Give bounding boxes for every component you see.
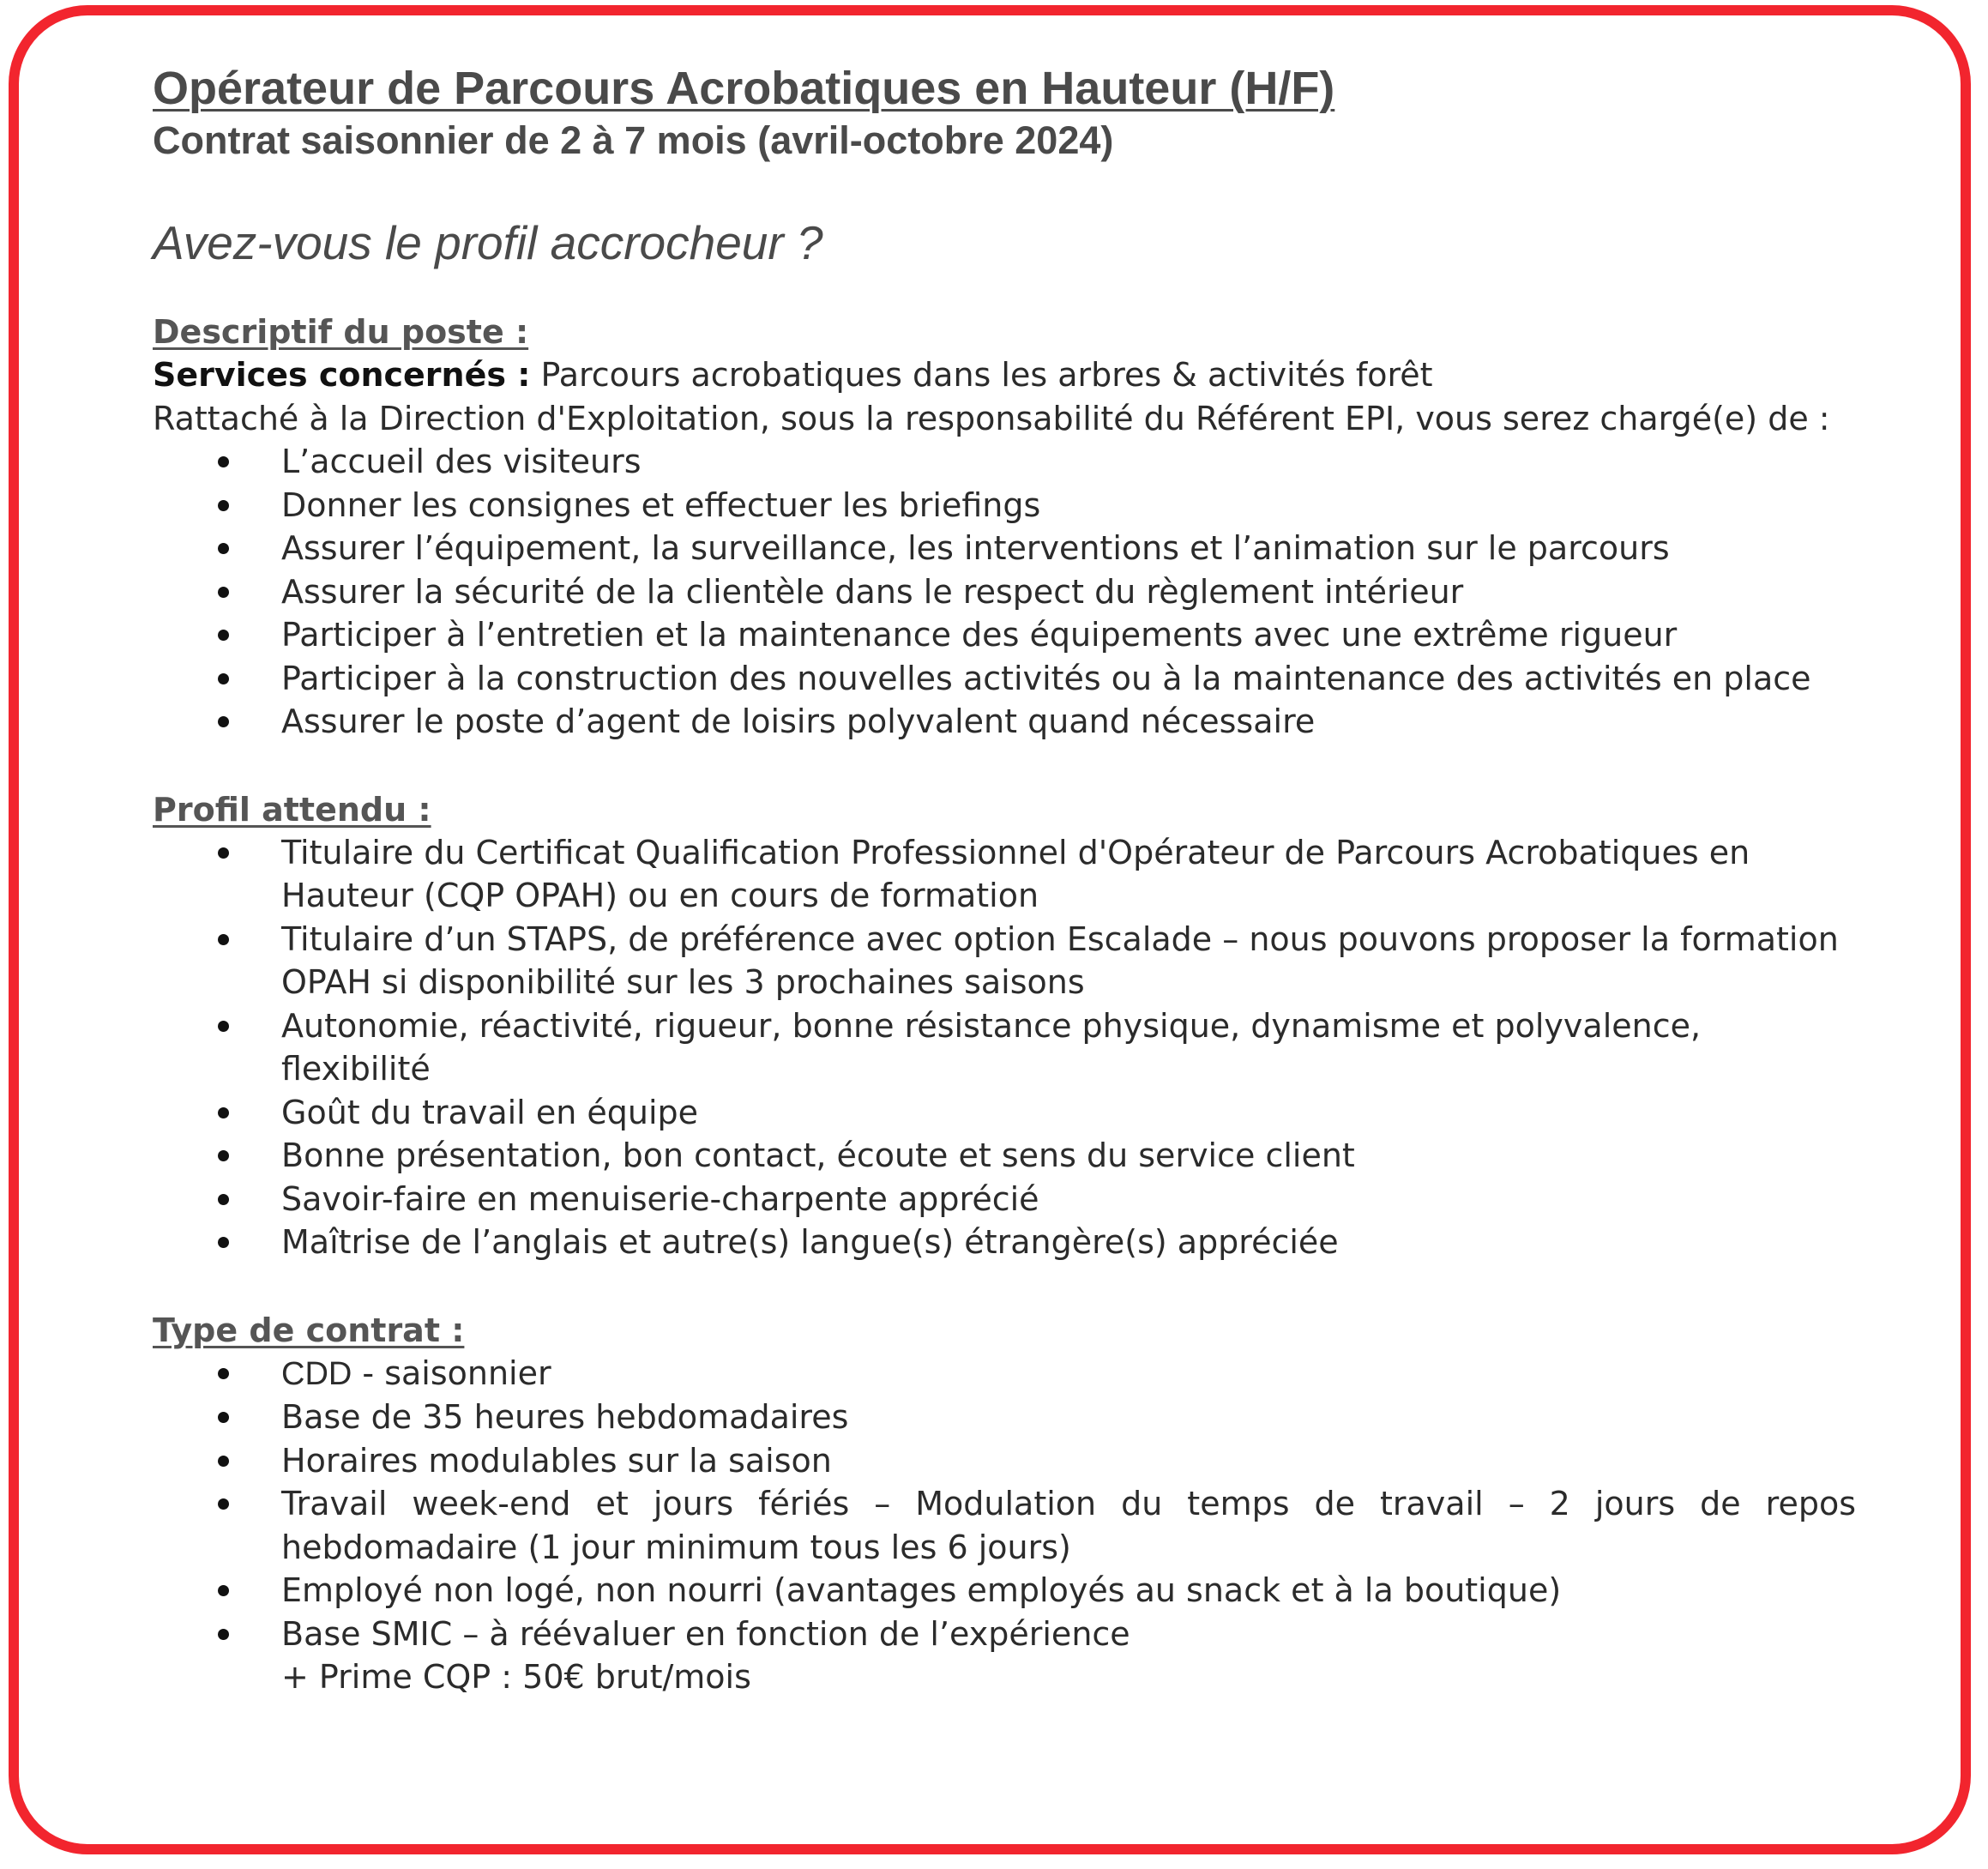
section-heading-profil: Profil attendu : xyxy=(153,790,431,829)
list-item-text: Bonne présentation, bon contact, écoute et sens du service client xyxy=(281,1136,1355,1174)
prime-line: + Prime CQP : 50€ brut/mois xyxy=(281,1658,751,1696)
list-item xyxy=(153,1613,1856,1699)
list-item xyxy=(153,1004,1856,1091)
list-item xyxy=(153,657,1856,701)
bullet-icon xyxy=(218,1412,229,1423)
bullet-icon xyxy=(218,1021,229,1032)
bullet-icon xyxy=(218,1150,229,1161)
bullet-icon xyxy=(218,1585,229,1596)
list-item xyxy=(153,831,1856,918)
bullet-icon xyxy=(218,543,229,554)
cdd-label: CDD xyxy=(281,1355,352,1392)
list-item xyxy=(153,1178,1856,1221)
list-item xyxy=(153,1439,1856,1483)
list-item-text: Base de 35 heures hebdomadaires xyxy=(281,1398,849,1436)
bullet-icon xyxy=(218,587,229,598)
tagline: Avez-vous le profil accrocheur ? xyxy=(153,216,823,269)
list-item-text: Horaires modulables sur la saison xyxy=(281,1441,832,1480)
list-item-text: Goût du travail en équipe xyxy=(281,1093,699,1131)
list-item-text: Savoir-faire en menuiserie-charpente apprécié xyxy=(281,1179,1039,1218)
section-profil xyxy=(153,788,1856,1264)
list-item xyxy=(153,527,1856,570)
bullet-icon xyxy=(218,1629,229,1640)
list-item xyxy=(153,613,1856,657)
services-line xyxy=(153,353,1856,397)
bullet-icon xyxy=(218,456,229,467)
list-item xyxy=(153,918,1856,1004)
list-item xyxy=(153,1134,1856,1178)
services-label: Services concernés : xyxy=(153,356,531,394)
bullet-icon xyxy=(218,673,229,684)
descriptif-list xyxy=(153,440,1856,744)
list-item xyxy=(153,484,1856,528)
list-item-text: L’accueil des visiteurs xyxy=(281,443,642,480)
bullet-icon xyxy=(218,630,229,641)
bullet-icon xyxy=(218,500,229,511)
list-item-text: Autonomie, réactivité, rigueur, bonne résistance physique, dynamisme et polyvalence, flexibilité xyxy=(281,1006,1702,1088)
bullet-icon xyxy=(218,716,229,727)
list-item xyxy=(153,700,1856,744)
list-item-text: Assurer le poste d’agent de loisirs polyvalent quand nécessaire xyxy=(281,702,1316,740)
list-item-text: Titulaire du Certificat Qualification Professionnel d'Opérateur de Parcours Acrobatiques en Hauteur (CQP OPAH) ou en cours de formation xyxy=(281,833,1750,914)
list-item-text: - saisonnier xyxy=(352,1354,551,1392)
list-item-text: Donner les consignes et effectuer les briefings xyxy=(281,485,1041,524)
list-item xyxy=(153,1352,1856,1396)
list-item-text: Maîtrise de l’anglais et autre(s) langue(s) étrangère(s) appréciée xyxy=(281,1223,1339,1261)
list-item-text: Assurer l’équipement, la surveillance, les interventions et l’animation sur le parcours xyxy=(281,529,1670,567)
section-heading-descriptif: Descriptif du poste : xyxy=(153,313,529,351)
list-item xyxy=(153,1482,1856,1569)
section-descriptif xyxy=(153,310,1856,744)
section-contrat xyxy=(153,1309,1856,1699)
services-value: Parcours acrobatiques dans les arbres & activités forêt xyxy=(530,356,1433,394)
list-item-text: Assurer la sécurité de la clientèle dans le respect du règlement intérieur xyxy=(281,572,1464,611)
descriptif-intro: Rattaché à la Direction d'Exploitation, sous la responsabilité du Référent EPI, vous serez chargé(e) de : xyxy=(153,399,1830,437)
list-item-text: Titulaire d’un STAPS, de préférence avec option Escalade – nous pouvons proposer la formation OPAH si disponibilité sur les 3 prochaines saisons xyxy=(281,919,1839,1001)
list-item xyxy=(153,1221,1856,1264)
list-item xyxy=(153,570,1856,614)
bullet-icon xyxy=(218,1498,229,1510)
list-item xyxy=(153,1396,1856,1439)
bullet-icon xyxy=(218,1237,229,1248)
bullet-icon xyxy=(218,1194,229,1205)
list-item-text: Travail week-end et jours fériés – Modulation du temps de travail – 2 jours de repos hebdomadaire (1 jour minimum tous les 6 jours) xyxy=(281,1485,1856,1566)
list-item-text: Participer à l’entretien et la maintenance des équipements avec une extrême rigueur xyxy=(281,616,1678,654)
bullet-icon xyxy=(218,847,229,859)
list-item xyxy=(153,1569,1856,1613)
job-title: Opérateur de Parcours Acrobatiques en Hauteur (H/F) xyxy=(153,63,1335,114)
contrat-list xyxy=(153,1352,1856,1699)
bullet-icon xyxy=(218,934,229,945)
bullet-icon xyxy=(218,1107,229,1118)
job-posting xyxy=(153,60,1856,1699)
profil-list xyxy=(153,831,1856,1264)
contract-subtitle: Contrat saisonnier de 2 à 7 mois (avril-octobre 2024) xyxy=(153,118,1114,162)
bullet-icon xyxy=(218,1456,229,1467)
list-item xyxy=(153,440,1856,484)
section-heading-contrat: Type de contrat : xyxy=(153,1311,465,1349)
list-item-text: Base SMIC – à réévaluer en fonction de l’expérience xyxy=(281,1614,1130,1653)
list-item-text: Participer à la construction des nouvelles activités ou à la maintenance des activités en place xyxy=(281,659,1811,697)
list-item xyxy=(153,1091,1856,1135)
bullet-icon xyxy=(218,1368,229,1379)
list-item-text: Employé non logé, non nourri (avantages employés au snack et à la boutique) xyxy=(281,1571,1562,1609)
